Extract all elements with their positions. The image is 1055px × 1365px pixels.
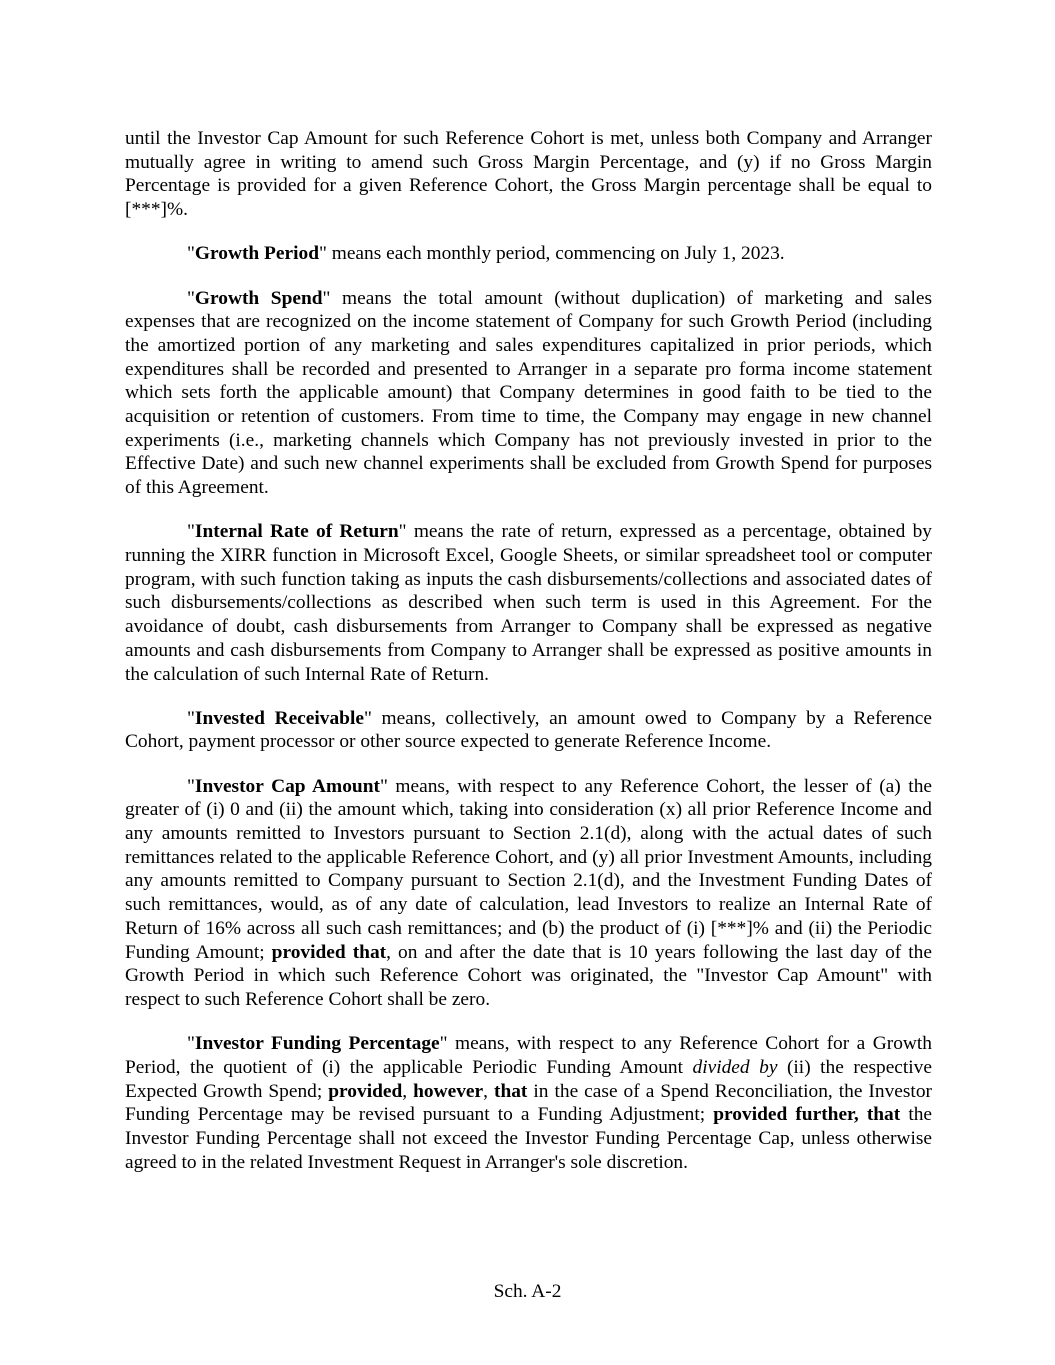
- definition-paragraph: [125, 520, 932, 686]
- paragraph-text: ": [187, 243, 195, 265]
- definition-paragraph: [125, 287, 932, 500]
- italic-text: divided by: [692, 1056, 778, 1078]
- paragraph-text: in the case of a Spend Reconciliation, the Investor Funding Percentage may be revised pursuant to a Funding Adjustment;: [125, 1080, 932, 1126]
- defined-term: Invested Receivable: [194, 707, 364, 729]
- paragraph-text: ": [187, 775, 195, 797]
- defined-term: however: [413, 1080, 484, 1102]
- defined-term: Investor Cap Amount: [194, 775, 380, 797]
- paragraph-text: " means the rate of return, expressed as a percentage, obtained by running the XIRR function in Microsoft Excel, Google Sheets, or similar spreadsheet tool or computer program, with such function taking as inputs the cash disbursements/collections and associated dates of such disbursements/collections as described when such term is used in this Agreement. For the avoidance of doubt, cash disbursements from Arranger to Company shall be expressed as negative amounts and cash disbursements from Company to Arranger shall be expressed as positive amounts in the calculation of such Internal Rate of Return.: [125, 521, 932, 685]
- definition-paragraph: [125, 775, 932, 1012]
- defined-term: Investor Funding Percentage: [194, 1033, 440, 1055]
- paragraph-text: the Investor Funding Percentage shall not exceed the Investor Funding Percentage Cap, unless otherwise agreed to in the related Investment Request in Arranger's sole discretion.: [125, 1104, 933, 1173]
- paragraph-text: " means the total amount (without duplication) of marketing and sales expenses that are recognized on the income statement of Company for such Growth Period (including the amortized portion of any marketing and sales expenditures capitalized in prior periods, which expenditures shall be recorded and presented to Arranger in a separate pro forma income statement which sets forth the applicable amount) that Company determines in good faith to be tied to the acquisition or retention of customers. From time to time, the Company may engage in new channel experiments (i.e., marketing channels which Company has not previously invested in prior to the Effective Date) and such new channel experiments shall be excluded from Growth Spend for purposes of this Agreement.: [125, 287, 932, 499]
- page-number: Sch. A-2: [493, 1281, 562, 1302]
- paragraph-text: , on and after the date that is 10 years following the last day of the Growth Period in which such Reference Cohort was originated, the "Investor Cap Amount" with respect to such Reference Cohort shall be zero.: [125, 941, 932, 1010]
- defined-term: that: [493, 1080, 528, 1102]
- document-body: [125, 127, 932, 1195]
- paragraph-text: ": [187, 707, 195, 729]
- defined-term: Growth Period: [194, 243, 319, 265]
- definition-paragraph: [125, 127, 932, 222]
- defined-term: Internal Rate of Return: [194, 521, 399, 543]
- defined-term: Growth Spend: [194, 287, 323, 309]
- definition-paragraph: [125, 242, 932, 266]
- paragraph-text: ,: [483, 1080, 494, 1102]
- paragraph-text: ": [187, 1033, 195, 1055]
- paragraph-text: " means each monthly period, commencing on July 1, 2023.: [318, 243, 785, 265]
- paragraph-text: until the Investor Cap Amount for such Reference Cohort is met, unless both Company and Arranger mutually agree in writing to amend such Gross Margin Percentage, and (y) if no Gross Margin Percentage is provided for a given Reference Cohort, the Gross Margin percentage shall be equal to [***]%.: [125, 128, 932, 221]
- defined-term: provided that: [271, 941, 387, 963]
- paragraph-text: ,: [402, 1080, 414, 1102]
- paragraph-text: (ii) the respective Expected Growth Spend;: [125, 1056, 932, 1102]
- definition-paragraph: [125, 707, 932, 754]
- paragraph-text: " means, with respect to any Reference Cohort for a Growth Period, the quotient of (i) the applicable Periodic Funding Amount: [125, 1033, 932, 1078]
- paragraph-text: " means, with respect to any Reference Cohort, the lesser of (a) the greater of (i) 0 and (ii) the amount which, taking into consideration (x) all prior Reference Income and any amounts remitted to Investors pursuant to Section 2.1(d), along with the actual dates of such remittances related to the applicable Reference Cohort, and (y) all prior Investment Amounts, including any amounts remitted to Company pursuant to Section 2.1(d), and the Investment Funding Dates of such remittances, would, as of any date of calculation, lead Investors to realize an Internal Rate of Return of 16% across all such cash remittances; and (b) the product of (i) [***]% and (ii) the Periodic Funding Amount;: [125, 775, 932, 963]
- paragraph-text: ": [187, 521, 195, 543]
- defined-term: provided further, that: [713, 1104, 901, 1126]
- definition-paragraph: [125, 1032, 932, 1174]
- paragraph-text: ": [187, 287, 195, 309]
- defined-term: provided: [328, 1080, 403, 1102]
- paragraph-text: " means, collectively, an amount owed to Company by a Reference Cohort, payment processor or other source expected to generate Reference Income.: [125, 707, 932, 753]
